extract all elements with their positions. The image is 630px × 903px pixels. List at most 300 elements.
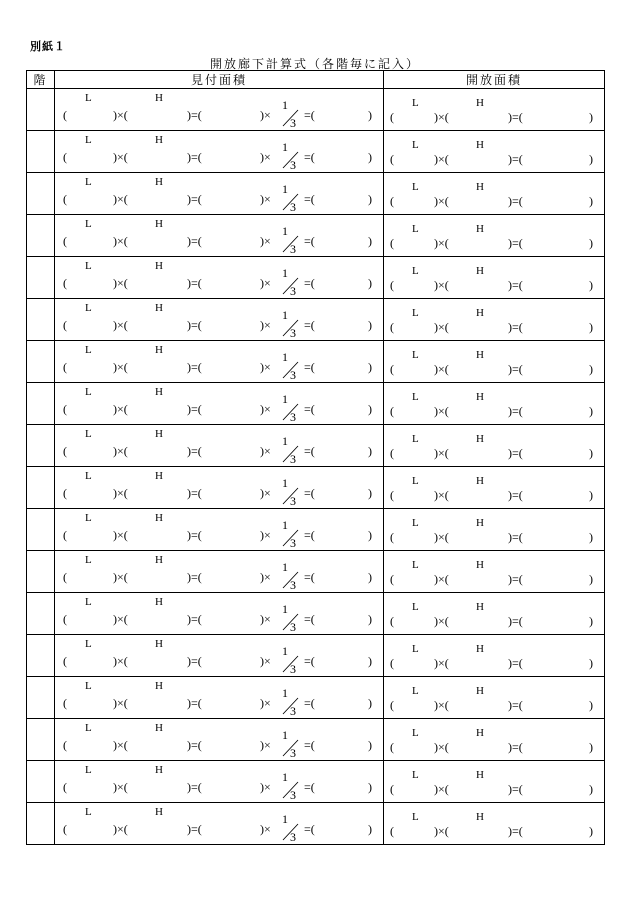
fraction-denominator: 3 [290,704,296,716]
times-operator: )×( [113,654,128,668]
one-third-fraction [280,682,302,716]
close-paren: ) [589,278,593,292]
equals-operator: )=( [508,320,523,334]
height-label: H [155,302,163,314]
table-row [27,635,605,677]
height-label: H [476,97,484,109]
close-paren: ) [368,486,372,500]
one-third-fraction [280,472,302,506]
times-operator: )×( [113,234,128,248]
height-label: H [476,517,484,529]
mitsuke-cell [55,467,384,509]
floor-cell[interactable] [27,761,55,803]
table-row [27,551,605,593]
close-paren: ) [368,738,372,752]
floor-cell[interactable] [27,635,55,677]
equals-operator: =( [304,108,315,122]
height-label: H [476,433,484,445]
equals-operator: )=( [508,194,523,208]
times-operator: )× [260,486,271,500]
close-paren: ) [368,528,372,542]
fraction-numerator: 1 [282,812,288,826]
equals-operator: )=( [187,612,202,626]
table-row [27,425,605,467]
close-paren: ) [589,110,593,124]
height-label: H [155,512,163,524]
equals-operator: =( [304,360,315,374]
length-label: L [412,559,419,571]
close-paren: ) [589,194,593,208]
length-label: L [412,391,419,403]
fraction-numerator: 1 [282,392,288,406]
height-label: H [155,806,163,818]
open-paren: ( [63,612,67,626]
open-paren: ( [390,572,394,586]
equals-operator: )=( [187,528,202,542]
kaiho-cell [384,257,605,299]
close-paren: ) [368,108,372,122]
height-label: H [476,391,484,403]
length-label: L [412,475,419,487]
length-label: L [85,806,92,818]
open-paren: ( [390,152,394,166]
equals-operator: )=( [187,654,202,668]
times-operator: )×( [434,320,449,334]
length-label: L [85,638,92,650]
close-paren: ) [368,318,372,332]
equals-operator: )=( [508,404,523,418]
equals-operator: )=( [187,318,202,332]
one-third-fraction [280,430,302,464]
equals-operator: )=( [508,488,523,502]
equals-operator: )=( [187,150,202,164]
mitsuke-cell [55,89,384,131]
times-operator: )×( [113,822,128,836]
equals-operator: )=( [508,698,523,712]
equals-operator: )=( [508,446,523,460]
times-operator: )×( [434,110,449,124]
calculation-table [26,70,605,845]
length-label: L [412,517,419,529]
close-paren: ) [589,320,593,334]
equals-operator: )=( [187,402,202,416]
open-paren: ( [390,320,394,334]
table-row [27,761,605,803]
kaiho-cell [384,215,605,257]
header-floor: 階 [27,71,55,89]
fraction-numerator: 1 [282,434,288,448]
times-operator: )×( [113,276,128,290]
equals-operator: )=( [187,108,202,122]
close-paren: ) [368,402,372,416]
close-paren: ) [368,360,372,374]
height-label: H [476,475,484,487]
equals-operator: )=( [187,780,202,794]
open-paren: ( [390,656,394,670]
length-label: L [412,769,419,781]
kaiho-cell [384,173,605,215]
table-row [27,677,605,719]
open-paren: ( [63,822,67,836]
table-row [27,719,605,761]
open-paren: ( [390,782,394,796]
one-third-fraction [280,640,302,674]
equals-operator: )=( [187,234,202,248]
open-paren: ( [390,236,394,250]
fraction-denominator: 3 [290,158,296,170]
equals-operator: =( [304,654,315,668]
open-paren: ( [390,446,394,460]
mitsuke-cell [55,719,384,761]
floor-cell[interactable] [27,719,55,761]
table-row [27,593,605,635]
fraction-numerator: 1 [282,350,288,364]
close-paren: ) [589,236,593,250]
equals-operator: =( [304,528,315,542]
table-row [27,341,605,383]
mitsuke-cell [55,593,384,635]
times-operator: )× [260,192,271,206]
equals-operator: =( [304,444,315,458]
fraction-denominator: 3 [290,536,296,548]
times-operator: )×( [113,780,128,794]
equals-operator: )=( [508,614,523,628]
times-operator: )×( [113,738,128,752]
open-paren: ( [390,404,394,418]
open-paren: ( [63,150,67,164]
height-label: H [155,386,163,398]
height-label: H [476,223,484,235]
times-operator: )×( [434,782,449,796]
equals-operator: )=( [508,824,523,838]
height-label: H [155,680,163,692]
mitsuke-cell [55,677,384,719]
times-operator: )×( [113,150,128,164]
length-label: L [85,176,92,188]
times-operator: )× [260,654,271,668]
times-operator: )×( [434,530,449,544]
kaiho-cell [384,299,605,341]
length-label: L [412,811,419,823]
times-operator: )×( [434,614,449,628]
floor-cell[interactable] [27,467,55,509]
length-label: L [412,307,419,319]
length-label: L [85,764,92,776]
floor-cell[interactable] [27,215,55,257]
one-third-fraction [280,220,302,254]
times-operator: )× [260,528,271,542]
close-paren: ) [589,782,593,796]
mitsuke-cell [55,257,384,299]
fraction-numerator: 1 [282,140,288,154]
floor-cell[interactable] [27,425,55,467]
height-label: H [476,643,484,655]
open-paren: ( [390,698,394,712]
height-label: H [155,134,163,146]
times-operator: )× [260,444,271,458]
open-paren: ( [63,360,67,374]
table-row [27,803,605,845]
close-paren: ) [368,696,372,710]
floor-cell[interactable] [27,551,55,593]
one-third-fraction [280,598,302,632]
one-third-fraction [280,724,302,758]
close-paren: ) [589,614,593,628]
fraction-denominator: 3 [290,200,296,212]
times-operator: )×( [434,362,449,376]
times-operator: )× [260,402,271,416]
mitsuke-cell [55,341,384,383]
close-paren: ) [589,488,593,502]
height-label: H [155,176,163,188]
times-operator: )×( [434,824,449,838]
floor-cell[interactable] [27,383,55,425]
floor-cell[interactable] [27,677,55,719]
kaiho-cell [384,131,605,173]
length-label: L [412,223,419,235]
fraction-numerator: 1 [282,728,288,742]
equals-operator: =( [304,822,315,836]
length-label: L [85,218,92,230]
kaiho-cell [384,551,605,593]
mitsuke-cell [55,761,384,803]
fraction-denominator: 3 [290,326,296,338]
floor-cell[interactable] [27,89,55,131]
height-label: H [155,470,163,482]
length-label: L [85,260,92,272]
fraction-denominator: 3 [290,830,296,842]
fraction-denominator: 3 [290,116,296,128]
close-paren: ) [368,654,372,668]
table-row [27,131,605,173]
table-row [27,173,605,215]
equals-operator: =( [304,276,315,290]
times-operator: )× [260,318,271,332]
mitsuke-cell [55,551,384,593]
close-paren: ) [589,530,593,544]
kaiho-cell [384,383,605,425]
equals-operator: )=( [187,486,202,500]
table-body [27,89,605,845]
height-label: H [155,764,163,776]
one-third-fraction [280,262,302,296]
length-label: L [412,97,419,109]
open-paren: ( [390,194,394,208]
height-label: H [476,349,484,361]
table-row [27,89,605,131]
equals-operator: =( [304,150,315,164]
length-label: L [412,643,419,655]
times-operator: )×( [434,152,449,166]
fraction-denominator: 3 [290,410,296,422]
height-label: H [476,307,484,319]
height-label: H [155,218,163,230]
equals-operator: )=( [508,572,523,586]
times-operator: )× [260,696,271,710]
open-paren: ( [390,278,394,292]
height-label: H [476,601,484,613]
open-paren: ( [390,740,394,754]
length-label: L [85,302,92,314]
document-label: 別紙１ [30,41,66,53]
one-third-fraction [280,808,302,842]
equals-operator: )=( [187,276,202,290]
table-row [27,299,605,341]
mitsuke-cell [55,425,384,467]
height-label: H [476,769,484,781]
height-label: H [155,92,163,104]
times-operator: )×( [434,698,449,712]
equals-operator: )=( [508,362,523,376]
open-paren: ( [63,108,67,122]
close-paren: ) [589,446,593,460]
length-label: L [85,512,92,524]
open-paren: ( [63,234,67,248]
times-operator: )×( [434,572,449,586]
length-label: L [412,685,419,697]
kaiho-cell [384,635,605,677]
equals-operator: =( [304,402,315,416]
floor-cell[interactable] [27,257,55,299]
equals-operator: =( [304,738,315,752]
fraction-numerator: 1 [282,224,288,238]
equals-operator: )=( [508,278,523,292]
open-paren: ( [63,402,67,416]
kaiho-cell [384,509,605,551]
floor-cell[interactable] [27,173,55,215]
table-row [27,509,605,551]
equals-operator: =( [304,486,315,500]
height-label: H [476,139,484,151]
height-label: H [476,265,484,277]
mitsuke-cell [55,803,384,845]
kaiho-cell [384,803,605,845]
times-operator: )×( [113,612,128,626]
times-operator: )× [260,780,271,794]
close-paren: ) [589,740,593,754]
floor-cell[interactable] [27,803,55,845]
fraction-denominator: 3 [290,620,296,632]
table-row [27,383,605,425]
times-operator: )× [260,738,271,752]
open-paren: ( [390,488,394,502]
kaiho-cell [384,677,605,719]
one-third-fraction [280,178,302,212]
times-operator: )×( [113,696,128,710]
kaiho-cell [384,467,605,509]
fraction-denominator: 3 [290,368,296,380]
times-operator: )× [260,360,271,374]
times-operator: )×( [434,656,449,670]
floor-cell[interactable] [27,509,55,551]
height-label: H [155,596,163,608]
equals-operator: )=( [187,696,202,710]
height-label: H [155,638,163,650]
close-paren: ) [368,276,372,290]
equals-operator: )=( [508,740,523,754]
fraction-denominator: 3 [290,788,296,800]
floor-cell[interactable] [27,593,55,635]
kaiho-cell [384,89,605,131]
height-label: H [476,559,484,571]
fraction-denominator: 3 [290,662,296,674]
length-label: L [412,601,419,613]
times-operator: )×( [434,194,449,208]
length-label: L [412,139,419,151]
times-operator: )×( [113,486,128,500]
fraction-numerator: 1 [282,476,288,490]
times-operator: )×( [434,740,449,754]
fraction-denominator: 3 [290,242,296,254]
length-label: L [412,727,419,739]
height-label: H [476,181,484,193]
length-label: L [412,349,419,361]
length-label: L [85,386,92,398]
times-operator: )× [260,108,271,122]
mitsuke-cell [55,215,384,257]
open-paren: ( [63,444,67,458]
one-third-fraction [280,94,302,128]
mitsuke-cell [55,131,384,173]
header-row [27,71,605,89]
length-label: L [85,680,92,692]
one-third-fraction [280,514,302,548]
open-paren: ( [63,192,67,206]
equals-operator: =( [304,234,315,248]
fraction-numerator: 1 [282,686,288,700]
one-third-fraction [280,304,302,338]
one-third-fraction [280,766,302,800]
fraction-denominator: 3 [290,452,296,464]
height-label: H [155,722,163,734]
height-label: H [476,727,484,739]
open-paren: ( [390,110,394,124]
length-label: L [412,433,419,445]
close-paren: ) [368,612,372,626]
open-paren: ( [63,654,67,668]
times-operator: )× [260,570,271,584]
height-label: H [155,428,163,440]
open-paren: ( [390,362,394,376]
fraction-denominator: 3 [290,284,296,296]
close-paren: ) [368,444,372,458]
length-label: L [85,92,92,104]
times-operator: )×( [434,488,449,502]
fraction-denominator: 3 [290,746,296,758]
fraction-numerator: 1 [282,770,288,784]
close-paren: ) [589,824,593,838]
floor-cell[interactable] [27,341,55,383]
floor-cell[interactable] [27,299,55,341]
mitsuke-cell [55,509,384,551]
open-paren: ( [63,738,67,752]
close-paren: ) [589,404,593,418]
fraction-numerator: 1 [282,308,288,322]
header-kaiho-area: 開放面積 [384,71,605,89]
length-label: L [85,344,92,356]
times-operator: )× [260,150,271,164]
equals-operator: )=( [187,822,202,836]
open-paren: ( [63,780,67,794]
fraction-numerator: 1 [282,518,288,532]
fraction-denominator: 3 [290,578,296,590]
length-label: L [412,181,419,193]
height-label: H [155,260,163,272]
height-label: H [476,685,484,697]
equals-operator: )=( [508,656,523,670]
one-third-fraction [280,556,302,590]
floor-cell[interactable] [27,131,55,173]
